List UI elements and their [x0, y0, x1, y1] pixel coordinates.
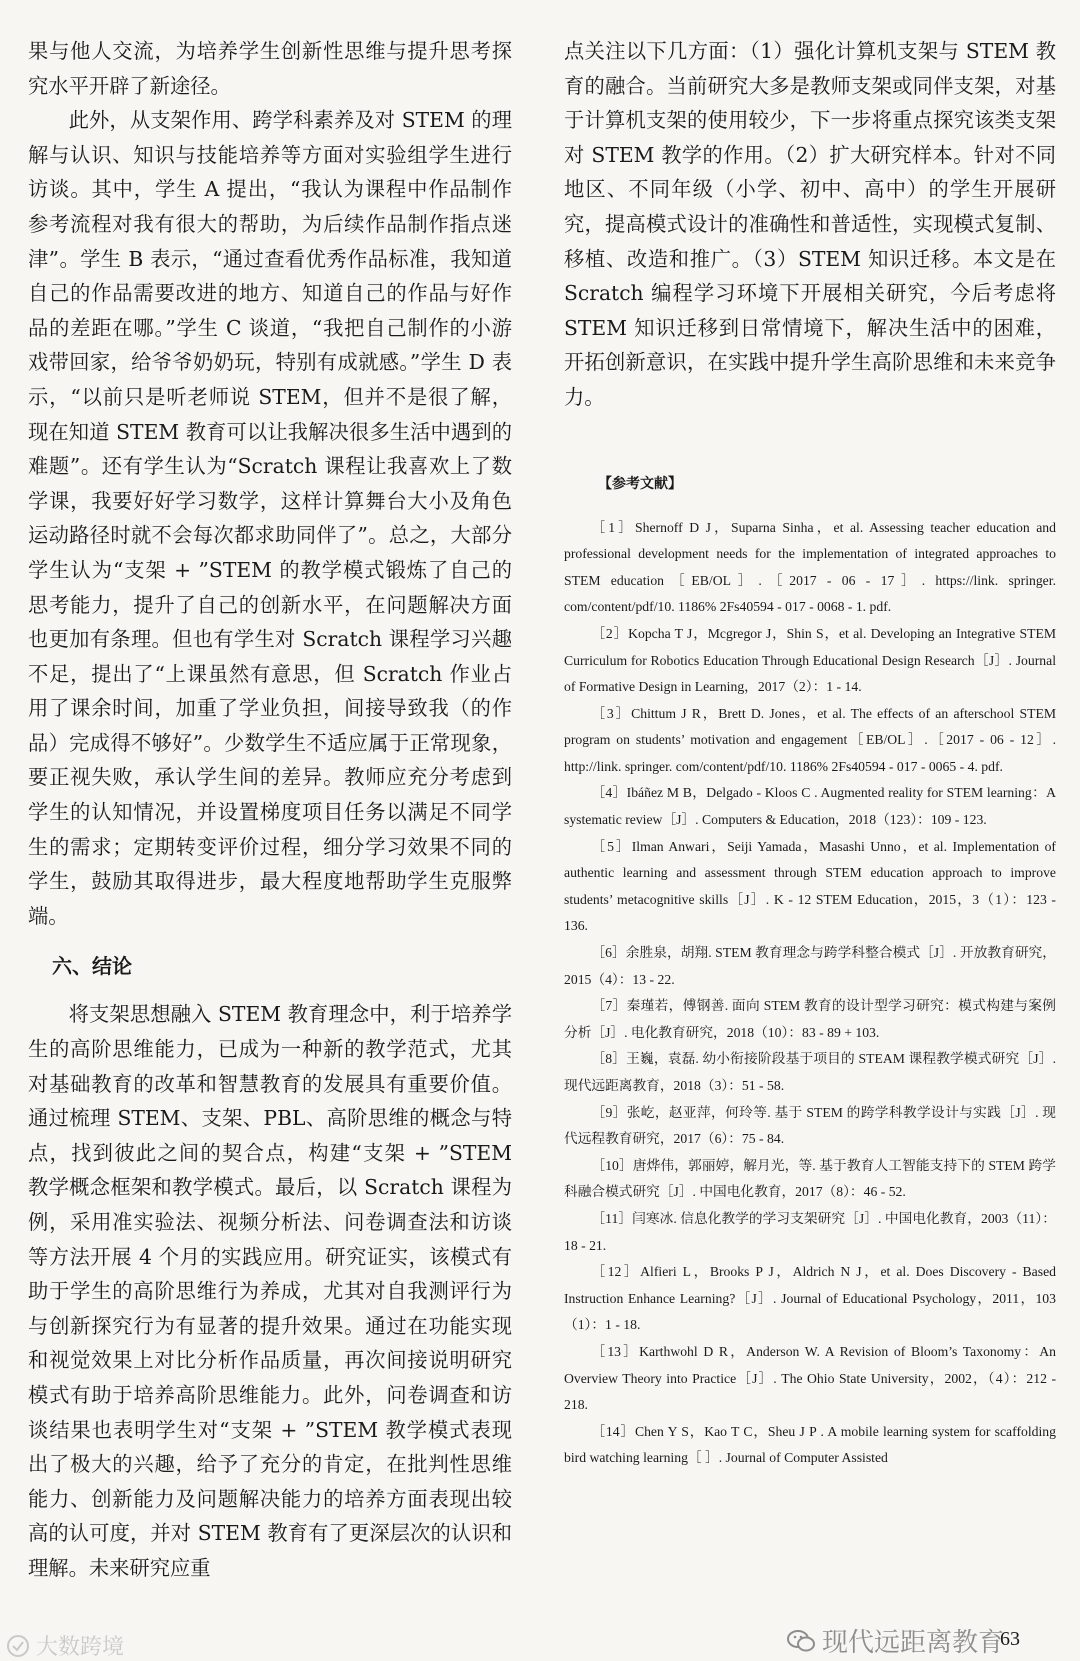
reference-item: ［5］Ilman Anwari，Seiji Yamada，Masashi Unno，et al. Implementation of authentic learning and assessment through STEM education approach to improve students’ metacognitive skills［J］. K - 12 STEM Education，2015，3（1）：123 - 136. [564, 838, 1056, 934]
watermark-right-text: 现代远距离教育 [822, 1628, 1005, 1658]
reference-item: ［14］Chen Y S，Kao T C，Sheu J P . A mobile learning system for scaffolding bird watching learning［ ］. Journal of Computer Assisted [564, 1423, 1056, 1466]
left-para-3: 将支架思想融入 STEM 教育理念中，利于培养学生的高阶思维能力，已成为一种新的教学范式，尤其对基础教育的改革和智慧教育的发展具有重要价值。通过梳理 STEM、支架、PBL、高阶思维的概念与特点，找到彼此之间的契合点，构建“支架 + ”STEM 教学概念框架和教学模式。最后，以 Scratch 课程为例，采用准实验法、视频分析法、问卷调查法和访谈等方法开展 4 个月的实践应用。研究证实，该模式有助于学生的高阶思维行为养成，尤其对自我测评行为与创新探究行为有显著的提升效果。通过在功能实现和视觉效果上对比分析作品质量，再次间接说明研究模式有助于培养高阶思维能力。此外，问卷调查和访谈结果也表明学生对“支架 + ”STEM 教学模式表现出了极大的兴趣，给予了充分的肯定，在批判性思维能力、创新能力及问题解决能力的培养方面表现出较高的认可度，并对 STEM 教育有了更深层次的认识和理解。未来研究应重 [28, 1002, 512, 1580]
reference-item: ［2］Kopcha T J，Mcgregor J，Shin S，et al. Developing an Integrative STEM Curriculum for Robotics Education Through Educational Design Research［J］. Journal of Formative Design in Learning，2017（2）：1 - 14. [564, 625, 1056, 695]
reference-item: ［4］Ibáñez M B，Delgado - Kloos C . Augmented reality for STEM learning：A systematic review［J］. Computers & Education，2018（123）：109 - 123. [564, 785, 1056, 828]
watermark-right [786, 1622, 1004, 1659]
reference-item: ［10］唐烨伟，郭丽婷，解月光，等. 基于教育人工智能支持下的 STEM 跨学科融合模式研究［J］. 中国电化教育，2017（8）：46 - 52. [564, 1157, 1056, 1200]
reference-item: ［8］王巍，袁磊. 幼小衔接阶段基于项目的 STEAM 课程教学模式研究［J］. 现代远距离教育，2018（3）：51 - 58. [564, 1051, 1056, 1093]
reference-item: ［3］Chittum J R，Brett D. Jones，et al. The effects of an afterschool STEM program on students’ motivation and engagement［EB/OL］.［2017 - 06 - 12］. http://link. springer. com/content/pdf/10. 1186% 2Fs40594 - 017 - 0065 - 4. pdf. [564, 705, 1056, 774]
brand-logo-icon [6, 1634, 30, 1658]
reference-item: ［11］闫寒冰. 信息化教学的学习支架研究［J］. 中国电化教育，2003（11）：18 - 21. [564, 1210, 1056, 1253]
reference-item: ［6］余胜泉，胡翔. STEM 教育理念与跨学科整合模式［J］. 开放教育研究，2015（4）：13 - 22. [564, 945, 1056, 987]
reference-item: ［13］Karthwohl D R，Anderson W. A Revision of Bloom’s Taxonomy：An Overview Theory into Practice［J］. The Ohio State University，2002，（4）：212 - 218. [564, 1343, 1056, 1413]
reference-list [564, 515, 1056, 1472]
reference-item: ［9］张屹，赵亚萍，何玲等. 基于 STEM 的跨学科教学设计与实践［J］. 现代远程教育研究，2017（6）：75 - 84. [564, 1104, 1056, 1147]
reference-item: ［7］秦瑾若，傅钢善. 面向 STEM 教育的设计型学习研究：模式构建与案例分析［J］. 电化教育研究，2018（10）：83 - 89 + 103. [564, 998, 1056, 1040]
left-column [28, 34, 512, 1586]
watermark-left-text: 大数跨境 [36, 1635, 125, 1660]
page-number: 63 [1000, 1628, 1020, 1650]
reference-item: ［1］Shernoff D J，Suparna Sinha，et al. Assessing teacher education and professional development needs for the implementation of integrated approaches to STEM education［EB/OL］.［2017 - 06 - 17］. https://link. springer. com/content/pdf/10. 1186% 2Fs40594 - 017 - 0068 - 1. pdf. [564, 519, 1056, 615]
references-heading: 【参考文献】 [598, 475, 682, 492]
wechat-icon [786, 1628, 816, 1654]
left-para-1: 果与他人交流，为培养学生创新性思维与提升思考探究水平开辟了新途径。 [28, 39, 512, 98]
watermark-left [6, 1630, 124, 1661]
right-para-1: 点关注以下几方面：（1）强化计算机支架与 STEM 教育的融合。当前研究大多是教师支架或同伴支架，对基于计算机支架的使用较少，下一步将重点探究该类支架对 STEM 教学的作用。（2）扩大研究样本。针对不同地区、不同年级（小学、初中、高中）的学生开展研究，提高模式设计的准确性和普适性，实现模式复制、移植、改造和推广。（3）STEM 知识迁移。本文是在 Scratch 编程学习环境下开展相关研究，今后考虑将 STEM 知识迁移到日常情境下，解决生活中的困难，开拓创新意识，在实践中提升学生高阶思维和未来竞争力。 [564, 39, 1056, 409]
reference-item: ［12］Alfieri L，Brooks P J，Aldrich N J，et al. Does Discovery - Based Instruction Enhance Learning?［J］. Journal of Educational Psychology，2011，103（1）：1 - 18. [564, 1264, 1056, 1333]
left-para-2: 此外，从支架作用、跨学科素养及对 STEM 的理解与认识、知识与技能培养等方面对实验组学生进行访谈。其中，学生 A 提出，“我认为课程中作品制作参考流程对我有很大的帮助，为后续作品制作指点迷津”。学生 B 表示，“通过查看优秀作品标准，我知道自己的作品需要改进的地方、知道自己的作品与好作品的差距在哪。”学生 C 谈道，“我把自己制作的小游戏带回家，给爷爷奶奶玩，特别有成就感。”学生 D 表示，“以前只是听老师说 STEM，但并不是很了解，现在知道 STEM 教育可以让我解决很多生活中遇到的难题”。还有学生认为“Scratch 课程让我喜欢上了数学课，我要好好学习数学，这样计算舞台大小及角色运动路径时就不会每次都求助同伴了”。总之，大部分学生认为“支架 + ”STEM 的教学模式锻炼了自己的思考能力，提升了自己的创新水平，在问题解决方面也更加有条理。但也有学生对 Scratch 课程学习兴趣不足，提出了“上课虽然有意思，但 Scratch 作业占用了课余时间，加重了学业负担，间接导致我（的作品）完成得不够好”。少数学生不适应属于正常现象，要正视失败，承认学生间的差异。教师应充分考虑到学生的认知情况，并设置梯度项目任务以满足不同学生的需求；定期转变评价过程，细分学习效果不同的学生，鼓励其取得进步，最大程度地帮助学生克服弊端。 [28, 108, 512, 928]
section-heading-conclusion: 六、结论 [52, 954, 132, 979]
page-footer [0, 1620, 1080, 1661]
right-column [564, 34, 1056, 1472]
